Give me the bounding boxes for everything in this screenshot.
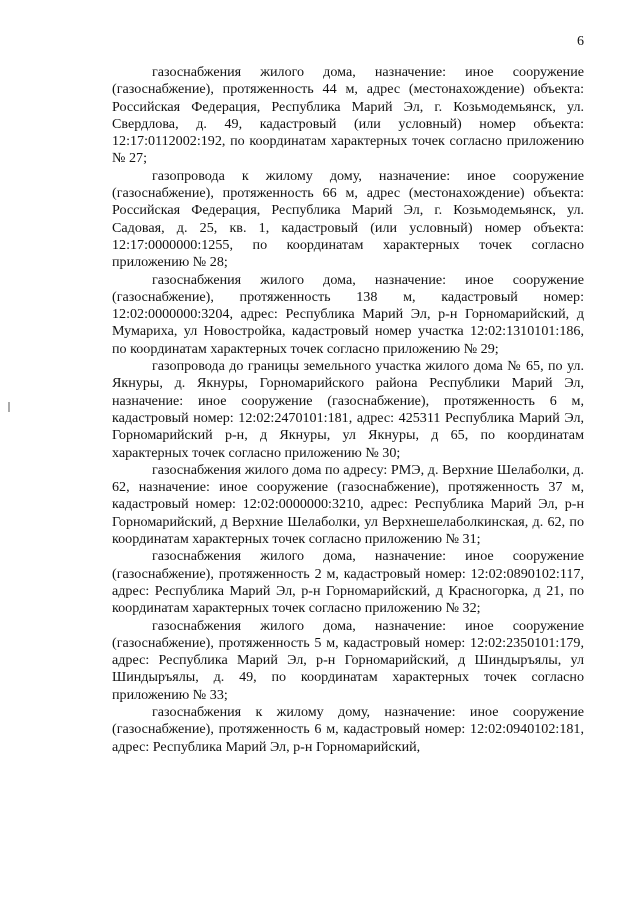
paragraph: газопровода до границы земельного участка жилого дома № 65, по ул. Якнуры, д. Якнуры, Горномарийского района Республики Марий Эл, назначение: иное сооружение (газоснабжение), протяженность 6 м, кадастровый номер: 12:02:2470101:181, адрес: 425311 Республика Марий Эл, Горномарийский р-н, д Якнуры, ул Якнуры, д 65, по координатам характерных точек согласно приложению № 30; (112, 358, 584, 461)
paragraph: газоснабжения жилого дома, назначение: иное сооружение (газоснабжение), протяженность 138 м, кадастровый номер: 12:02:0000000:3204, адрес: Республика Марий Эл, р-н Горномарийский, д Мумариха, ул Новостройка, кадастровый номер участка 12:02:1310101:186, по координатам характерных точек согласно приложению № 29; (112, 271, 584, 357)
page-number: 6 (577, 34, 584, 49)
paragraph: газоснабжения жилого дома, назначение: иное сооружение (газоснабжение), протяженность 5 м, кадастровый номер: 12:02:2350101:179, адрес: Республика Марий Эл, р-н Горномарийский, д Шиндыръялы, ул Шиндыръялы, д. 49, по координатам характерных точек согласно приложению № 33; (112, 617, 584, 703)
paragraph: газоснабжения жилого дома по адресу: РМЭ, д. Верхние Шелаболки, д. 62, назначение: иное сооружение (газоснабжение), протяженность 37 м, кадастровый номер: 12:02:0000000:3210, адрес: Республика Марий Эл, р-н Горномарийский, д Верхние Шелаболки, ул Верхнешелаболкинская, д. 62, по координатам характерных точек согласно приложению № 31; (112, 461, 584, 548)
paragraph: газоснабжения к жилому дому, назначение: иное сооружение (газоснабжение), протяженность 6 м, кадастровый номер: 12:02:0940102:181, адрес: Республика Марий Эл, р-н Горномарийский, (112, 703, 584, 755)
paragraph: газоснабжения жилого дома, назначение: иное сооружение (газоснабжение), протяженность 2 м, кадастровый номер: 12:02:0890102:117, адрес: Республика Марий Эл, р-н Горномарийский, д Красногорка, д 21, по координатам характерных точек согласно приложению № 32; (112, 548, 584, 617)
paragraph: газопровода к жилому дому, назначение: иное сооружение (газоснабжение), протяженность 66 м, адрес (местонахождение) объекта: Российская Федерация, Республика Марий Эл, г. Козьмодемьянск, ул. Садовая, д. 25, кв. 1, кадастровый (или условный) номер объекта: 12:17:0000000:1255, по координатам характерных точек согласно приложению № 28; (112, 167, 584, 271)
paragraph: газоснабжения жилого дома, назначение: иное сооружение (газоснабжение), протяженность 44 м, адрес (местонахождение) объекта: Российская Федерация, Республика Марий Эл, г. Козьмодемьянск, ул. Свердлова, д. 49, кадастровый (или условный) номер объекта: 12:17:0112002:192, по координатам характерных точек согласно приложению № 27; (112, 64, 584, 167)
document-body (112, 64, 584, 756)
margin-mark (8, 402, 10, 412)
